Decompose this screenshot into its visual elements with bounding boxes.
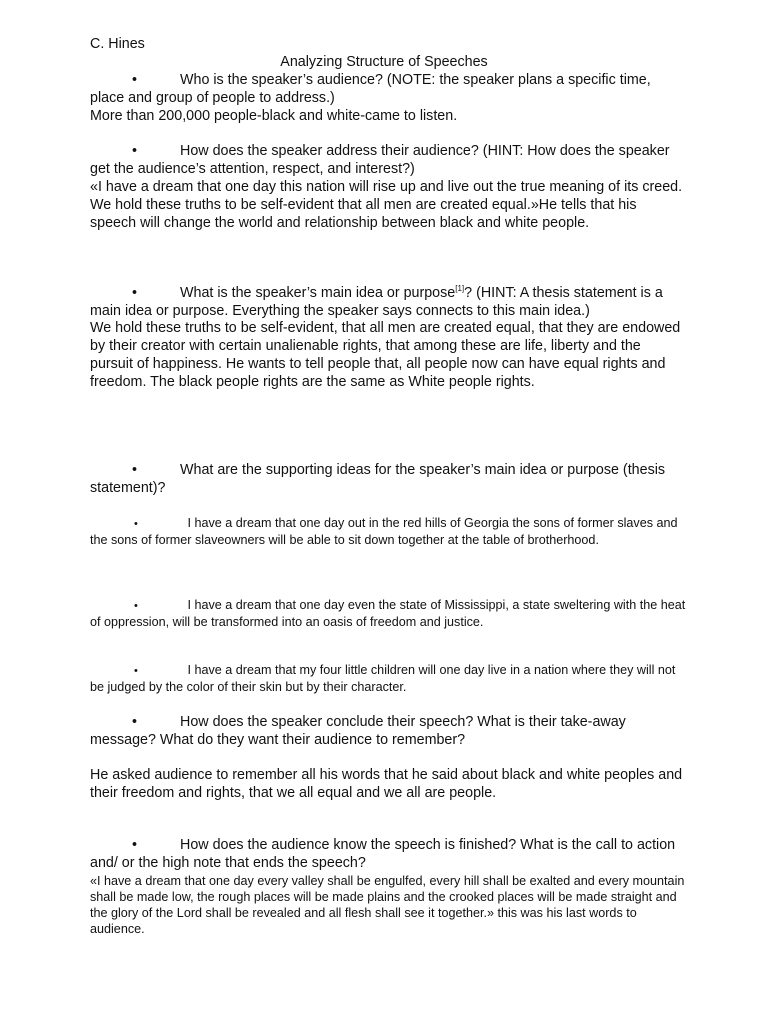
question-audience: [90, 71, 686, 107]
answer-address: «I have a dream that one day this nation will rise up and live out the true meaning of its creed. We hold these truths to be self-evident that all men are created equal.»He tells that his speech will change the world and relationship between black and white people.: [90, 179, 683, 231]
supporting-idea-text: I have a dream that one day even the state of Mississippi, a state sweltering with the heat of oppression, will be transformed into an oasis of freedom and justice.: [90, 598, 686, 629]
supporting-idea-item: [90, 515, 686, 548]
supporting-idea-text: I have a dream that my four little children will one day live in a nation where they will not be judged by the color of their skin but by their character.: [90, 663, 676, 694]
bullet: •: [134, 665, 138, 677]
question-text-continued: ? (HINT: A thesis statement is a main idea or purpose. Everything the speaker says connects to this main idea.): [90, 285, 663, 319]
author-name: C. Hines: [90, 36, 145, 52]
question-text: How does the speaker address their audience? (HINT: How does the speaker get the audience’s attention, respect, and interest?): [90, 143, 670, 177]
bullet: •: [134, 600, 138, 612]
supporting-idea-item: [90, 597, 686, 630]
supporting-idea-item: [90, 662, 686, 695]
bullet: •: [134, 518, 138, 530]
bullet: •: [132, 285, 138, 301]
question-supporting-ideas: [90, 461, 686, 497]
bullet: •: [132, 462, 138, 478]
question-address: [90, 142, 686, 178]
question-text: What are the supporting ideas for the speaker’s main idea or purpose (thesis statement)?: [90, 462, 666, 496]
question-text: How does the speaker conclude their speech? What is their take-away message? What do they want their audience to remember?: [90, 714, 626, 748]
question-conclusion: [90, 713, 686, 749]
page-title: Analyzing Structure of Speeches: [280, 54, 488, 70]
answer-audience: More than 200,000 people-black and white-came to listen.: [90, 108, 458, 124]
bullet: •: [132, 837, 138, 853]
bullet: •: [132, 714, 138, 730]
question-text: What is the speaker’s main idea or purpose: [180, 285, 456, 301]
question-main-idea: [90, 284, 686, 320]
supporting-idea-text: I have a dream that one day out in the red hills of Georgia the sons of former slaves and the sons of former slaveowners will be able to sit down together at the table of brotherhood.: [90, 516, 678, 547]
answer-conclusion: He asked audience to remember all his words that he said about black and white peoples and their freedom and rights, that we all equal and we all are people.: [90, 767, 683, 801]
bullet: •: [132, 72, 138, 88]
answer-ending: «I have a dream that one day every valley shall be engulfed, every hill shall be exalted and every mountain shall be made low, the rough places will be made plains and the crooked places will be made straight and the glory of the Lord shall be revealed and all flesh shall see it together.» this was his last words to audience.: [90, 874, 685, 936]
footnote-reference[interactable]: [1]: [455, 284, 465, 294]
bullet: •: [132, 143, 138, 159]
question-text: How does the audience know the speech is finished? What is the call to action and/ or the high note that ends the speech?: [90, 837, 676, 871]
answer-main-idea: We hold these truths to be self-evident, that all men are created equal, that they are endowed by their creator with certain unalienable rights, that among these are life, liberty and the pursuit of happiness. He wants to tell people that, all people now can have equal rights and freedom. The black people rights are the same as White people rights.: [90, 320, 681, 390]
question-text: Who is the speaker’s audience? (NOTE: the speaker plans a specific time, place and group of people to address.): [90, 72, 651, 106]
question-ending: [90, 836, 686, 872]
